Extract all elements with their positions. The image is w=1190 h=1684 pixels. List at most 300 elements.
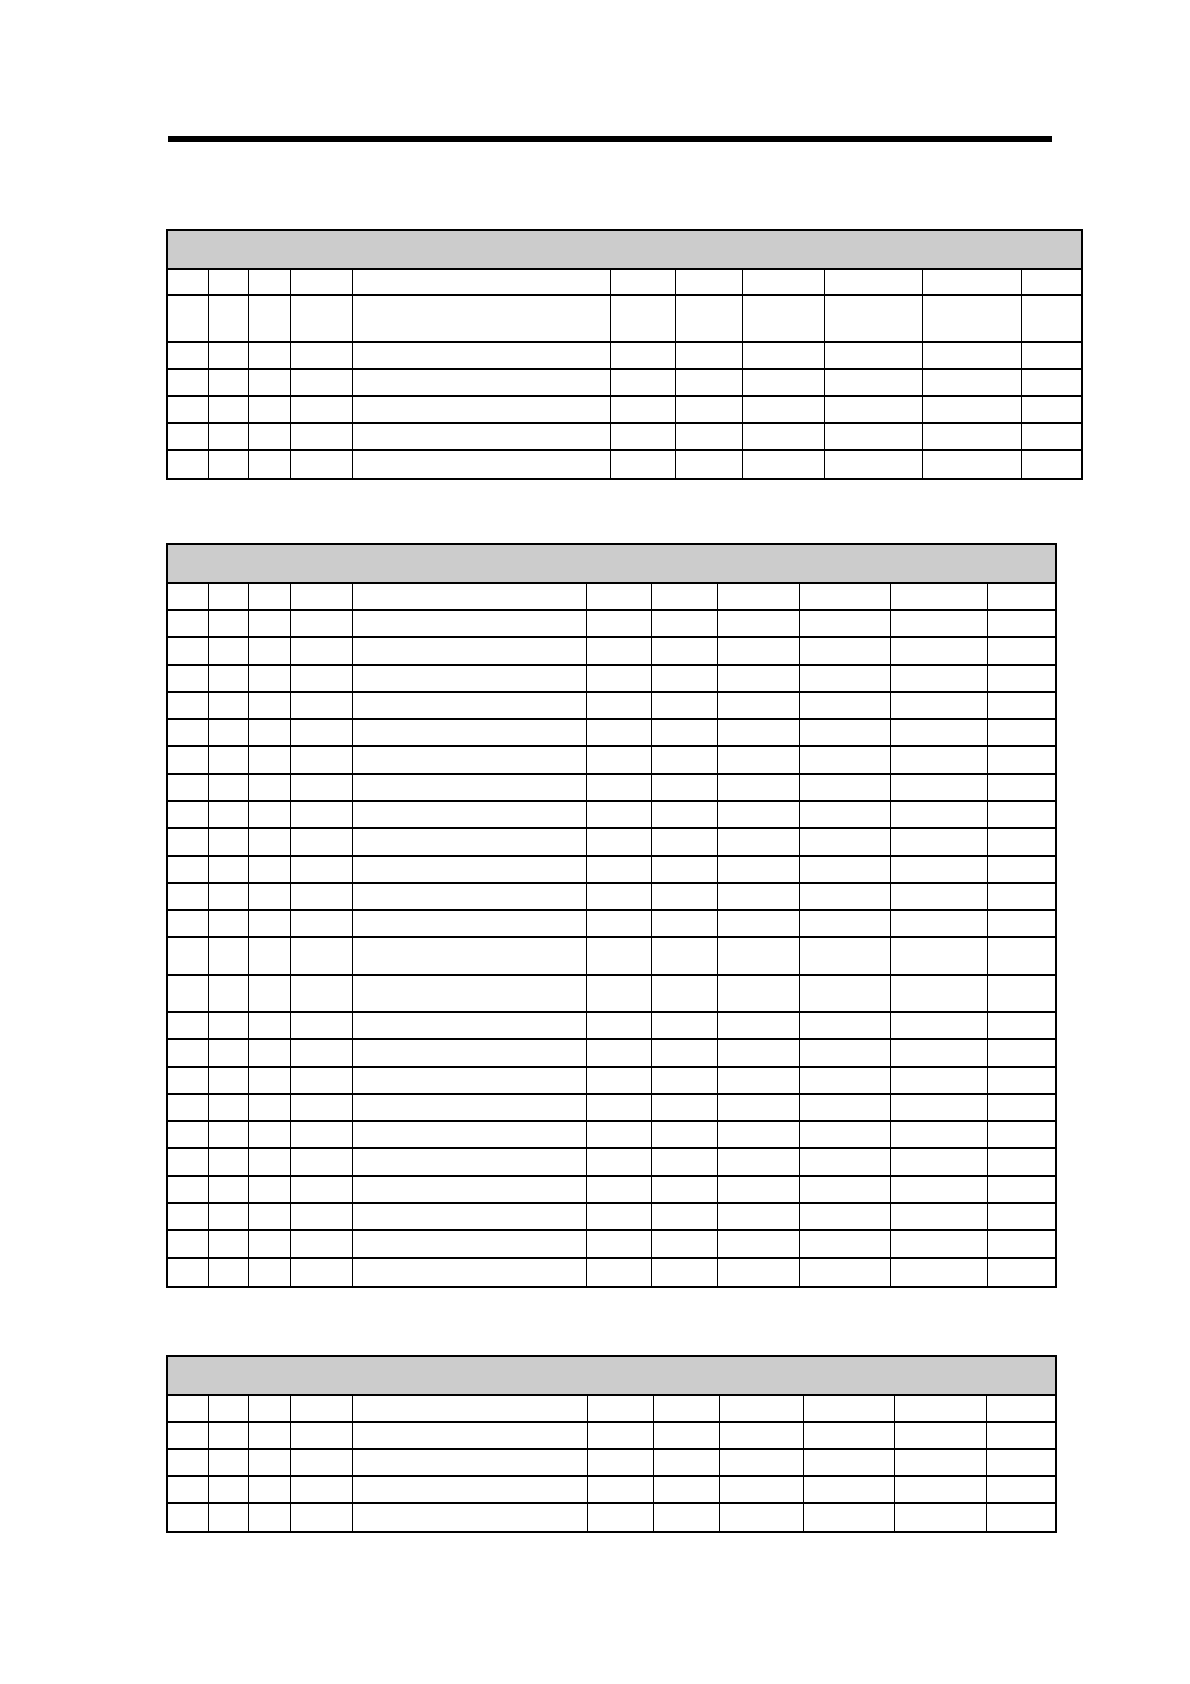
table-cell: [890, 747, 987, 773]
table-cell: [586, 1040, 651, 1066]
table-cell: [717, 638, 799, 664]
table-cell: [168, 397, 208, 422]
table-cell: [653, 1477, 719, 1502]
table-cell: [651, 884, 717, 909]
table-cell: [248, 1068, 290, 1093]
table-cell: [352, 802, 586, 827]
table-cell: [586, 747, 651, 773]
table-cell: [208, 270, 248, 294]
table-cell: [168, 693, 208, 718]
table-cell: [587, 1450, 653, 1475]
table-cell: [890, 938, 987, 974]
table-cell: [290, 1177, 352, 1202]
table-cell: [208, 857, 248, 882]
table-cell: [717, 666, 799, 691]
table-cell: [799, 911, 890, 936]
table-cell: [208, 1040, 248, 1066]
table-cell: [290, 911, 352, 936]
table-cell: [352, 775, 586, 800]
table-cell: [290, 1040, 352, 1066]
table-cell: [799, 857, 890, 882]
table-cell: [248, 397, 290, 422]
table-cell: [168, 270, 208, 294]
table-cell: [586, 884, 651, 909]
table-cell: [986, 1396, 1059, 1421]
table-cell: [208, 775, 248, 800]
table-cell: [352, 1013, 586, 1038]
table-cell: [803, 1504, 894, 1531]
table-cell: [168, 1396, 208, 1421]
table-cell: [799, 1231, 890, 1257]
table-cell: [352, 1068, 586, 1093]
table-cell: [987, 802, 1059, 827]
table-cell: [987, 693, 1059, 718]
table-cell: [717, 857, 799, 882]
table-cell: [799, 1204, 890, 1229]
table-cell: [352, 397, 610, 422]
table-cell: [587, 1504, 653, 1531]
table-cell: [894, 1450, 986, 1475]
table-cell: [290, 775, 352, 800]
table-cell: [987, 1204, 1059, 1229]
table-cell: [208, 397, 248, 422]
table-cell: [610, 270, 675, 294]
table-cell: [742, 424, 824, 449]
table-cell: [586, 857, 651, 882]
table-cell: [586, 938, 651, 974]
table-row: [168, 775, 1055, 802]
table-cell: [890, 911, 987, 936]
table-cell: [719, 1477, 803, 1502]
table-cell: [717, 693, 799, 718]
table-cell: [248, 1149, 290, 1175]
table-cell: [653, 1504, 719, 1531]
table-cell: [799, 1177, 890, 1202]
table-cell: [352, 884, 586, 909]
table-cell: [586, 584, 651, 609]
table-cell: [987, 775, 1059, 800]
table-cell: [168, 1177, 208, 1202]
table-cell: [586, 666, 651, 691]
table-cell: [290, 1450, 352, 1475]
table-cell: [290, 884, 352, 909]
table-cell: [290, 424, 352, 449]
table-cell: [799, 693, 890, 718]
table-cell: [651, 1068, 717, 1093]
table-cell: [290, 1259, 352, 1286]
table-cell: [352, 976, 586, 1011]
table-cell: [651, 1095, 717, 1120]
table-cell: [248, 1450, 290, 1475]
table-cell: [586, 1068, 651, 1093]
table-cell: [824, 270, 922, 294]
table-cell: [248, 611, 290, 636]
table-cell: [586, 976, 651, 1011]
table-cell: [653, 1450, 719, 1475]
table-cell: [586, 802, 651, 827]
table-row: [168, 911, 1055, 938]
table-cell: [290, 1504, 352, 1531]
table-cell: [208, 1095, 248, 1120]
table-cell: [248, 1013, 290, 1038]
table-cell: [987, 611, 1059, 636]
table-cell: [742, 343, 824, 368]
table-cell: [168, 911, 208, 936]
table-cell: [987, 1122, 1059, 1147]
table-cell: [799, 1122, 890, 1147]
table-cell: [586, 720, 651, 745]
table-cell: [651, 857, 717, 882]
table-cell: [208, 343, 248, 368]
table-cell: [986, 1423, 1059, 1448]
table-cell: [922, 370, 1021, 395]
table-cell: [890, 976, 987, 1011]
table-cell: [610, 397, 675, 422]
table-cell: [717, 802, 799, 827]
table-cell: [824, 296, 922, 341]
table-cell: [651, 829, 717, 855]
table-cell: [651, 976, 717, 1011]
table-cell: [290, 1396, 352, 1421]
table-cell: [208, 296, 248, 341]
table-cell: [890, 1068, 987, 1093]
table-cell: [894, 1396, 986, 1421]
table-cell: [290, 451, 352, 478]
table-cell: [1021, 451, 1085, 478]
table-cell: [168, 370, 208, 395]
table-row: [168, 397, 1081, 424]
table-row: [168, 666, 1055, 693]
table-cell: [290, 802, 352, 827]
table-cell: [890, 857, 987, 882]
table-cell: [987, 976, 1059, 1011]
table-row: [168, 451, 1081, 478]
table-cell: [168, 720, 208, 745]
table-cell: [799, 884, 890, 909]
table-cell: [651, 1149, 717, 1175]
table-row: [168, 1068, 1055, 1095]
table-cell: [799, 638, 890, 664]
table-cell: [168, 584, 208, 609]
table-cell: [248, 976, 290, 1011]
table-cell: [803, 1396, 894, 1421]
table-row: [168, 584, 1055, 611]
table-cell: [586, 638, 651, 664]
table-cell: [208, 666, 248, 691]
table-cell: [799, 611, 890, 636]
table-cell: [675, 296, 742, 341]
table-cell: [248, 938, 290, 974]
table-cell: [803, 1423, 894, 1448]
table-cell: [987, 1095, 1059, 1120]
table-cell: [352, 1177, 586, 1202]
table-cell: [890, 1259, 987, 1286]
table-cell: [290, 270, 352, 294]
table-cell: [922, 397, 1021, 422]
table-cell: [248, 296, 290, 341]
table-cell: [987, 884, 1059, 909]
table-cell: [717, 584, 799, 609]
table-cell: [653, 1423, 719, 1448]
table-cell: [168, 296, 208, 341]
table-cell: [610, 296, 675, 341]
table-cell: [586, 1231, 651, 1257]
table-row: [168, 720, 1055, 747]
table-cell: [987, 747, 1059, 773]
table-row: [168, 976, 1055, 1013]
table-row: [168, 370, 1081, 397]
table-cell: [653, 1396, 719, 1421]
table-cell: [986, 1477, 1059, 1502]
table-row: [168, 884, 1055, 911]
table-cell: [208, 584, 248, 609]
table-cell: [248, 775, 290, 800]
table-cell: [987, 1013, 1059, 1038]
table-cell: [890, 1122, 987, 1147]
table-cell: [168, 857, 208, 882]
table-row: [168, 638, 1055, 666]
table-cell: [352, 611, 586, 636]
table-row: [168, 1204, 1055, 1231]
table-cell: [290, 638, 352, 664]
table-cell: [651, 775, 717, 800]
table-cell: [248, 270, 290, 294]
table-cell: [890, 884, 987, 909]
table-row: [168, 857, 1055, 884]
table-cell: [719, 1423, 803, 1448]
table-row: [168, 1149, 1055, 1177]
table-row: [168, 1450, 1055, 1477]
table-row: [168, 424, 1081, 451]
table-cell: [352, 857, 586, 882]
table-cell: [208, 1177, 248, 1202]
table-cell: [675, 343, 742, 368]
table-cell: [208, 1396, 248, 1421]
table-cell: [248, 884, 290, 909]
table-cell: [352, 270, 610, 294]
table-cell: [651, 1259, 717, 1286]
table-cell: [352, 1204, 586, 1229]
table-cell: [922, 270, 1021, 294]
table-cell: [168, 1450, 208, 1475]
table-cell: [352, 451, 610, 478]
table-cell: [248, 343, 290, 368]
table-cell: [290, 1122, 352, 1147]
table-cell: [290, 1013, 352, 1038]
table-cell: [248, 829, 290, 855]
table-cell: [717, 829, 799, 855]
table-cell: [894, 1423, 986, 1448]
table-cell: [290, 976, 352, 1011]
table-cell: [248, 1423, 290, 1448]
table-cell: [586, 1177, 651, 1202]
table-cell: [717, 720, 799, 745]
table-cell: [248, 857, 290, 882]
table-cell: [168, 611, 208, 636]
table-cell: [987, 666, 1059, 691]
table-cell: [987, 857, 1059, 882]
table-cell: [651, 911, 717, 936]
table-cell: [352, 1040, 586, 1066]
table-cell: [719, 1396, 803, 1421]
table-cell: [824, 451, 922, 478]
table-cell: [824, 424, 922, 449]
table-cell: [208, 829, 248, 855]
table-cell: [890, 584, 987, 609]
table-cell: [922, 451, 1021, 478]
table-cell: [168, 829, 208, 855]
table-cell: [168, 938, 208, 974]
table-cell: [651, 666, 717, 691]
table-cell: [717, 1040, 799, 1066]
table-row: [168, 1477, 1055, 1504]
table-cell: [824, 343, 922, 368]
table-cell: [352, 296, 610, 341]
table-cell: [290, 343, 352, 368]
table-cell: [586, 1013, 651, 1038]
table-cell: [290, 1095, 352, 1120]
table-cell: [248, 1204, 290, 1229]
table-cell: [890, 1095, 987, 1120]
table-cell: [352, 343, 610, 368]
table-cell: [717, 1013, 799, 1038]
table-cell: [799, 1095, 890, 1120]
table-cell: [890, 720, 987, 745]
table-row: [168, 1231, 1055, 1259]
table-cell: [352, 1450, 587, 1475]
table-cell: [922, 343, 1021, 368]
table-cell: [987, 1231, 1059, 1257]
table-cell: [290, 720, 352, 745]
table-row: [168, 1095, 1055, 1122]
table-cell: [717, 1177, 799, 1202]
table-cell: [290, 938, 352, 974]
table-cell: [824, 397, 922, 422]
table-cell: [717, 1204, 799, 1229]
table-cell: [799, 720, 890, 745]
table-cell: [799, 1259, 890, 1286]
table-cell: [987, 1040, 1059, 1066]
data-table-1: [166, 229, 1083, 480]
table-cell: [651, 1122, 717, 1147]
table-cell: [352, 1504, 587, 1531]
table-row: [168, 1504, 1055, 1531]
table-cell: [1021, 370, 1085, 395]
table-cell: [717, 976, 799, 1011]
table-cell: [799, 829, 890, 855]
table-cell: [717, 1068, 799, 1093]
table-cell: [352, 1396, 587, 1421]
table-cell: [208, 451, 248, 478]
table-cell: [352, 1095, 586, 1120]
table-cell: [168, 451, 208, 478]
table-cell: [890, 1231, 987, 1257]
table-cell: [987, 1149, 1059, 1175]
table-cell: [890, 829, 987, 855]
table-cell: [717, 884, 799, 909]
table-cell: [987, 1177, 1059, 1202]
table-cell: [717, 747, 799, 773]
table-cell: [290, 1477, 352, 1502]
table-cell: [610, 451, 675, 478]
table-row: [168, 1259, 1055, 1286]
table-cell: [248, 451, 290, 478]
table-cell: [987, 829, 1059, 855]
table-cell: [352, 666, 586, 691]
table-cell: [922, 424, 1021, 449]
table-cell: [586, 911, 651, 936]
table-cell: [290, 1204, 352, 1229]
table-cell: [352, 693, 586, 718]
table-cell: [168, 747, 208, 773]
table-cell: [651, 720, 717, 745]
table-cell: [352, 911, 586, 936]
table-cell: [248, 584, 290, 609]
table-cell: [352, 1477, 587, 1502]
table-cell: [290, 1423, 352, 1448]
table-cell: [352, 1122, 586, 1147]
table-cell: [717, 611, 799, 636]
table-cell: [168, 1068, 208, 1093]
table-cell: [719, 1504, 803, 1531]
table-cell: [987, 938, 1059, 974]
table-cell: [168, 638, 208, 664]
table-cell: [290, 1149, 352, 1175]
table-cell: [352, 1423, 587, 1448]
table-cell: [248, 1231, 290, 1257]
table-cell: [717, 938, 799, 974]
table-cell: [208, 638, 248, 664]
table-cell: [890, 1149, 987, 1175]
table-cell: [675, 270, 742, 294]
table-row: [168, 270, 1081, 296]
table-cell: [987, 1068, 1059, 1093]
table-cell: [586, 1122, 651, 1147]
table-row: [168, 611, 1055, 638]
table-row: [168, 343, 1081, 370]
table-cell: [890, 611, 987, 636]
table-cell: [986, 1450, 1059, 1475]
table-cell: [742, 451, 824, 478]
table-cell: [248, 1177, 290, 1202]
table-cell: [352, 584, 586, 609]
table-cell: [894, 1477, 986, 1502]
table-cell: [586, 1259, 651, 1286]
table-cell: [248, 802, 290, 827]
table-cell: [890, 638, 987, 664]
table-cell: [290, 584, 352, 609]
table-cell: [208, 884, 248, 909]
table-cell: [208, 1013, 248, 1038]
table-cell: [1021, 343, 1085, 368]
table-cell: [168, 1204, 208, 1229]
table-row: [168, 1177, 1055, 1204]
table-cell: [208, 802, 248, 827]
table-cell: [742, 370, 824, 395]
table-cell: [352, 1149, 586, 1175]
table-cell: [208, 1122, 248, 1147]
table-cell: [352, 638, 586, 664]
table-cell: [799, 1040, 890, 1066]
table-cell: [208, 1231, 248, 1257]
table-cell: [799, 938, 890, 974]
table-cell: [208, 1504, 248, 1531]
table-cell: [890, 666, 987, 691]
table-cell: [799, 666, 890, 691]
table-row: [168, 1423, 1055, 1450]
table-cell: [717, 1149, 799, 1175]
table-cell: [208, 1423, 248, 1448]
